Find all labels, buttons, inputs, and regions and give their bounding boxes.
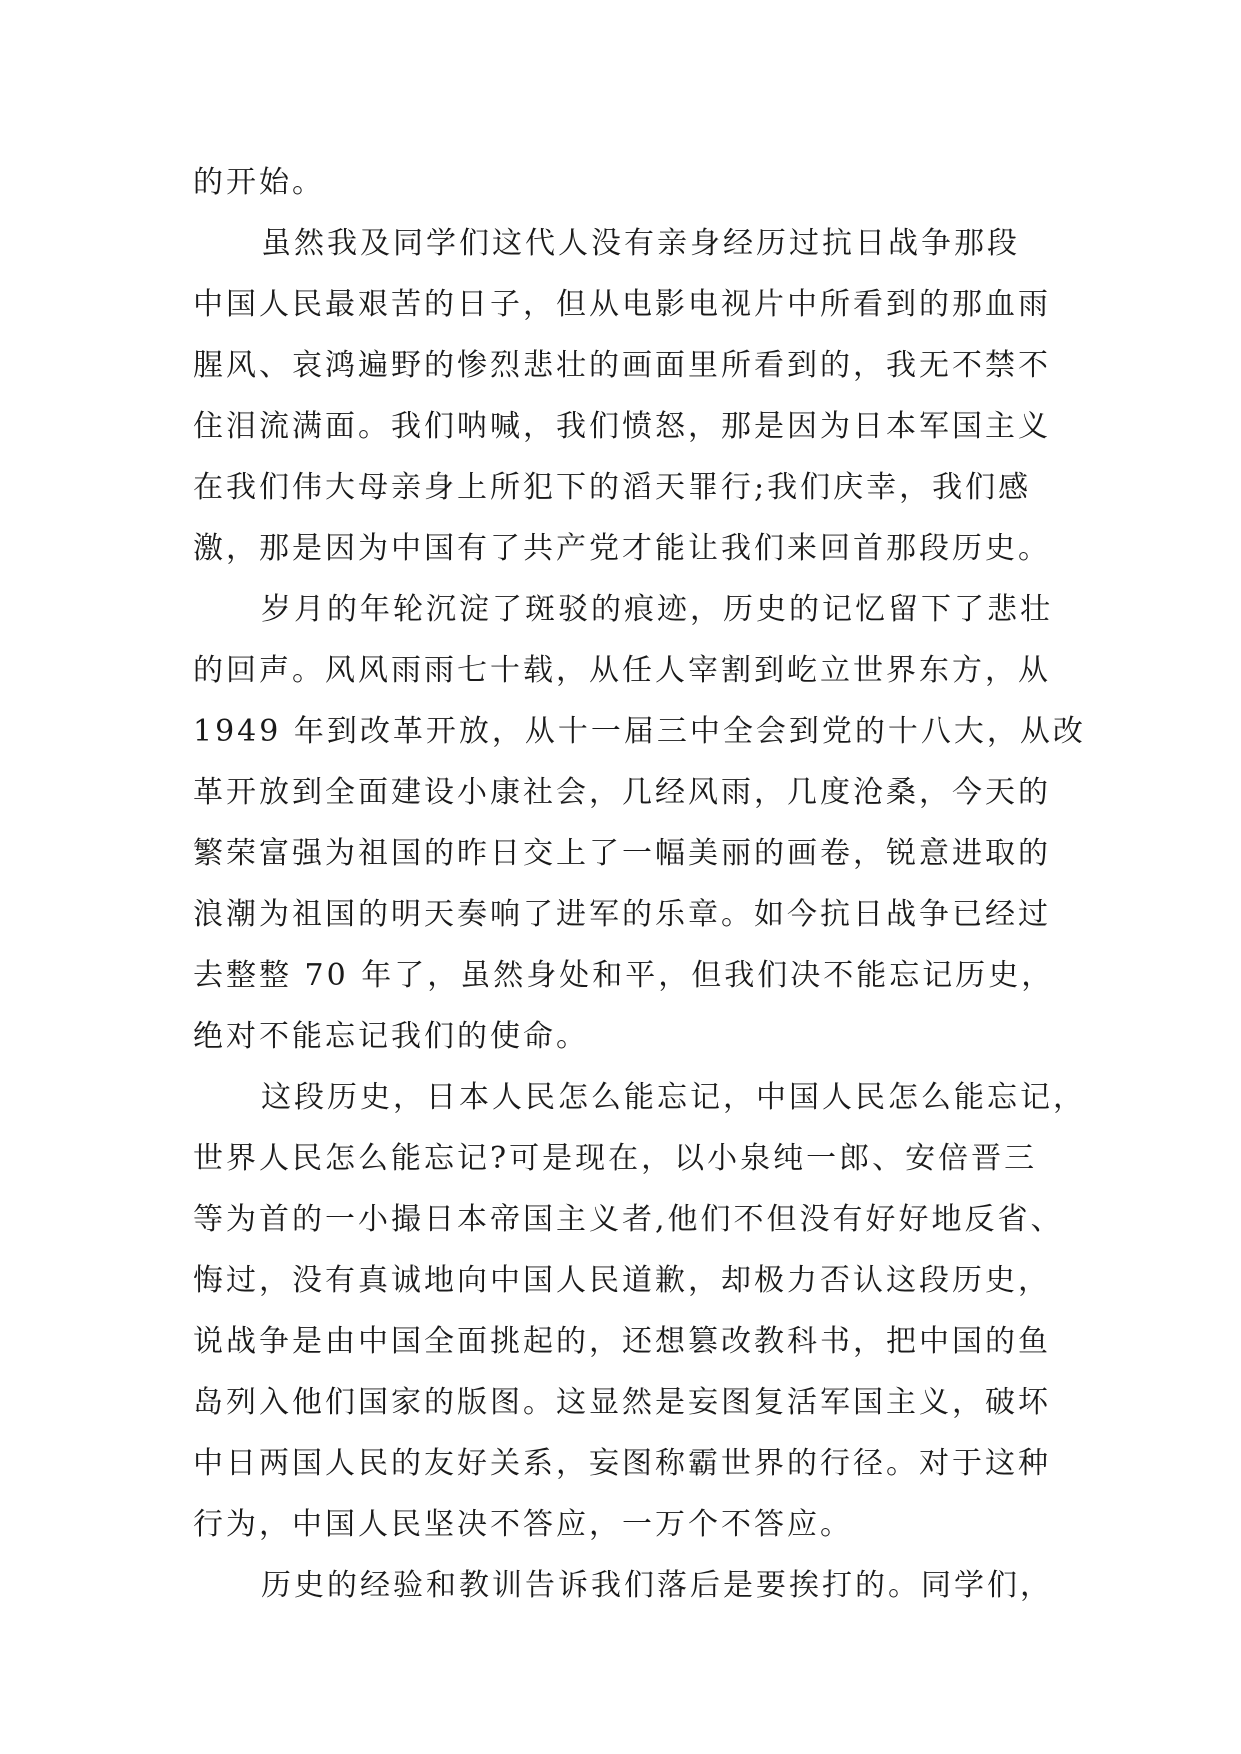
text-line: 中日两国人民的友好关系，妄图称霸世界的行径。对于这种 — [193, 1446, 1051, 1481]
text-line: 说战争是由中国全面挑起的，还想篡改教科书，把中国的鱼 — [193, 1324, 1051, 1359]
document-body — [193, 152, 1086, 1616]
text-line: 历史的经验和教训告诉我们落后是要挨打的。同学们， — [261, 1568, 1053, 1603]
text-line: 等为首的一小撮日本帝国主义者,他们不但没有好好地反省、 — [193, 1202, 1064, 1237]
text-line: 浪潮为祖国的明天奏响了进军的乐章。如今抗日战争已经过 — [193, 897, 1051, 932]
text-line: 岁月的年轮沉淀了斑驳的痕迹，历史的记忆留下了悲壮 — [261, 592, 1053, 627]
text-line: 行为，中国人民坚决不答应，一万个不答应。 — [193, 1507, 853, 1542]
text-line: 岛列入他们国家的版图。这显然是妄图复活军国主义，破坏 — [193, 1385, 1051, 1420]
text-line: 的开始。 — [193, 165, 325, 200]
text-line: 悔过，没有真诚地向中国人民道歉，却极力否认这段历史， — [193, 1263, 1051, 1298]
text-line: 激，那是因为中国有了共产党才能让我们来回首那段历史。 — [193, 531, 1051, 566]
text-line: 在我们伟大母亲身上所犯下的滔天罪行;我们庆幸，我们感 — [193, 470, 1032, 505]
text-line: 虽然我及同学们这代人没有亲身经历过抗日战争那段 — [261, 226, 1020, 261]
text-line: 这段历史，日本人民怎么能忘记，中国人民怎么能忘记， — [261, 1080, 1086, 1115]
text-line: 腥风、哀鸿遍野的惨烈悲壮的画面里所看到的，我无不禁不 — [193, 348, 1051, 383]
text-line: 绝对不能忘记我们的使命。 — [193, 1019, 589, 1054]
text-line: 中国人民最艰苦的日子，但从电影电视片中所看到的那血雨 — [193, 287, 1051, 322]
text-line: 革开放到全面建设小康社会，几经风雨，几度沧桑，今天的 — [193, 775, 1051, 810]
text-line: 1949 年到改革开放，从十一届三中全会到党的十八大，从改 — [193, 714, 1086, 749]
text-line: 住泪流满面。我们呐喊，我们愤怒，那是因为日本军国主义 — [193, 409, 1051, 444]
text-line: 的回声。风风雨雨七十载，从任人宰割到屹立世界东方，从 — [193, 653, 1051, 688]
text-line: 世界人民怎么能忘记?可是现在，以小泉纯一郎、安倍晋三 — [193, 1141, 1038, 1176]
text-line: 去整整 70 年了，虽然身处和平，但我们决不能忘记历史， — [193, 958, 1055, 993]
text-line: 繁荣富强为祖国的昨日交上了一幅美丽的画卷，锐意进取的 — [193, 836, 1051, 871]
